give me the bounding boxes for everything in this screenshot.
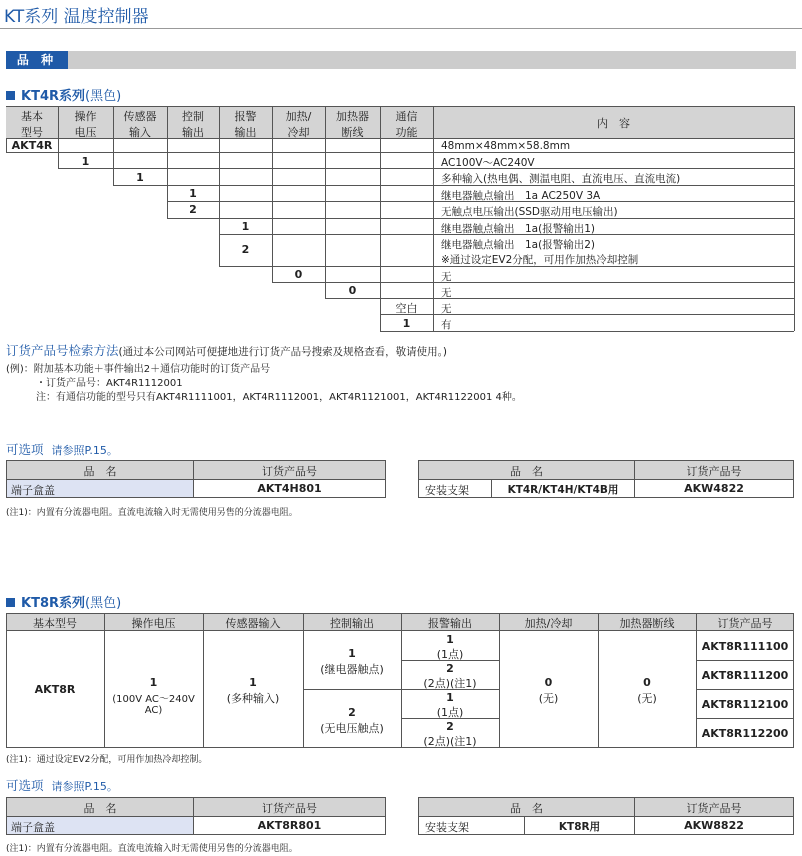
kt8r-series-title: KT8R系列(黑色): [6, 592, 121, 611]
kt4r-header-heatcool: 加热/ 冷却: [285, 110, 312, 139]
kt8r-control-desc-1: (继电器触点): [320, 663, 384, 676]
kt4r-header-break: 加热器 断线: [336, 110, 369, 139]
options1-right-table: [418, 460, 794, 498]
kt8r-order-code-2: AKT8R111200: [701, 669, 789, 682]
kt8r-header-heatcool: 加热/冷却: [524, 617, 573, 630]
kt8r-heat-code: 0: [544, 676, 553, 689]
kt4r-content-size: 48mm×48mm×58.8mm: [441, 140, 571, 152]
options2-right-table: [418, 797, 794, 835]
options2-left-name: 端子盒盖: [11, 821, 55, 834]
options2-left-code: AKT8R801: [257, 819, 322, 832]
kt8r-control-desc-2: (无电压触点): [320, 722, 384, 735]
options2-note: (注1)：内置有分流器电阻。直流电流输入时无需使用另售的分流器电阻。: [6, 844, 298, 854]
options1-right-code: AKW4822: [684, 482, 744, 495]
kt8r-order-code-4: AKT8R112200: [701, 727, 789, 740]
kt4r-header-alarm: 报警 输出: [234, 110, 257, 139]
kt8r-alarm-code-4: 2: [446, 720, 454, 733]
kt8r-header-break: 加热器断线: [619, 617, 675, 630]
kt4r-code-control-1: 1: [189, 187, 197, 200]
options1-right-sub: KT4R/KT4H/KT4B用: [507, 484, 619, 496]
options1-left-code: AKT4H801: [257, 482, 322, 495]
options2-right-name: 安装支架: [425, 821, 469, 834]
kt4r-model: AKT4R: [11, 139, 53, 152]
kt4r-content-alarm-1: 继电器触点输出 1a(报警输出1): [441, 223, 595, 235]
kt8r-voltage-desc: (100V AC～240V AC): [112, 694, 195, 716]
kt4r-header-comm: 通信 功能: [395, 110, 418, 139]
kt4r-header-model: 基本 型号: [21, 110, 43, 139]
options2-left-col-name: 品 名: [83, 802, 117, 815]
kt4r-content-control-2: 无触点电压输出(SSD驱动用电压输出): [441, 206, 618, 218]
options2-left-col-code: 订货产品号: [262, 802, 317, 815]
options1-left-col-code: 订货产品号: [262, 465, 317, 478]
kt4r-header-voltage: 操作 电压: [74, 110, 97, 139]
kt4r-content-control-1: 继电器触点输出 1a AC250V 3A: [441, 190, 601, 202]
kt8r-model: AKT8R: [34, 683, 76, 696]
kt8r-header-alarm: 报警输出: [428, 617, 472, 630]
kt4r-header-control: 控制 输出: [182, 110, 204, 139]
kt4r-header-sensor: 传感器 输入: [123, 110, 157, 139]
options1-heading: 可选项 请参照P.15。: [6, 442, 118, 457]
kt4r-code-comm-none: 空白: [395, 302, 418, 315]
kt4r-code-break: 0: [348, 284, 357, 297]
options1-note: (注1)：内置有分流器电阻。直流电流输入时无需使用另售的分流器电阻。: [6, 508, 298, 518]
kt8r-note: (注1)：通过设定EV2分配，可用作加热冷却控制。: [6, 755, 208, 765]
kt4r-code-comm-yes: 1: [402, 317, 411, 330]
kt4r-code-voltage: 1: [81, 155, 90, 168]
options1-left-table: [6, 460, 386, 498]
kt8r-order-code-3: AKT8R112100: [701, 698, 789, 711]
kt8r-alarm-desc-2: (2点)(注1): [423, 677, 477, 690]
options1-left-name: 端子盒盖: [11, 484, 55, 497]
section-label: 品 种: [6, 51, 68, 69]
kt4r-content-sensor: 多种输入(热电偶、测温电阻、直流电压、直流电流): [441, 173, 681, 185]
options1-right-col-name: 品 名: [510, 465, 543, 478]
kt8r-header-voltage: 操作电压: [131, 617, 176, 630]
options2-right-col-name: 品 名: [510, 802, 543, 815]
kt4r-code-alarm-2: 2: [241, 243, 250, 256]
kt4r-content-break: 无: [441, 287, 452, 299]
order-search-line1: (例)：附加基本功能＋事件输出2＋通信功能时的订货产品号: [6, 364, 271, 375]
kt4r-content-voltage: AC100V～AC240V: [441, 157, 535, 169]
kt8r-voltage-code: 1: [149, 676, 158, 689]
kt4r-content-alarm-note: ※通过设定EV2分配，可用作加热冷却控制: [441, 254, 639, 266]
kt4r-code-sensor: 1: [136, 171, 144, 184]
kt4r-grid: [0, 0, 802, 340]
kt4r-code-alarm-1: 1: [241, 220, 250, 233]
kt8r-header-model: 基本型号: [33, 617, 77, 630]
kt8r-heat-desc: (无): [538, 692, 559, 705]
kt8r-alarm-code-2: 2: [446, 662, 454, 675]
kt8r-alarm-desc-1: (1点): [436, 648, 464, 661]
kt4r-header-content: 内 容: [597, 117, 630, 130]
kt8r-header-sensor: 传感器输入: [225, 617, 281, 630]
kt8r-sensor-code: 1: [249, 676, 257, 689]
kt8r-break-desc: (无): [637, 692, 657, 705]
kt8r-table: [6, 613, 794, 748]
options2-heading: 可选项 请参照P.15。: [6, 778, 118, 793]
kt8r-alarm-desc-3: (1点): [436, 706, 464, 719]
kt8r-control-code-1: 1: [348, 647, 356, 660]
kt4r-code-heatcool: 0: [294, 268, 303, 281]
options2-right-col-code: 订货产品号: [686, 802, 742, 815]
options2-right-code: AKW8822: [684, 819, 744, 832]
order-search-line3: 注：有通信功能的型号只有AKT4R1111001，AKT4R1112001，AKT4R1121001，AKT4R1122001 4种。: [36, 392, 522, 403]
options1-left-col-name: 品 名: [83, 465, 117, 478]
kt4r-series-title: KT4R系列(黑色): [6, 85, 121, 104]
kt8r-break-code: 0: [643, 676, 651, 689]
order-search-line2: ・订货产品号：AKT4R1112001: [36, 378, 183, 389]
kt8r-control-code-2: 2: [348, 706, 356, 719]
kt8r-alarm-code-1: 1: [446, 633, 454, 646]
kt4r-content-alarm-2: 继电器触点输出 1a(报警输出2): [441, 239, 595, 251]
kt8r-alarm-code-3: 1: [446, 691, 454, 704]
kt4r-content-comm-yes: 有: [441, 319, 452, 331]
kt8r-order-code-1: AKT8R111100: [701, 640, 789, 653]
kt4r-content-comm-none: 无: [441, 303, 452, 315]
square-bullet-icon: [6, 598, 15, 607]
kt4r-content-heatcool: 无: [441, 271, 452, 283]
kt8r-alarm-desc-4: (2点)(注1): [423, 735, 477, 748]
kt8r-header-order: 订货产品号: [717, 617, 773, 630]
kt4r-code-control-2: 2: [189, 203, 197, 216]
kt8r-header-control: 控制输出: [330, 617, 374, 630]
page-title: KT系列 温度控制器: [4, 7, 149, 27]
options1-right-name: 安装支架: [425, 484, 469, 497]
kt8r-sensor-desc: (多种输入): [226, 692, 280, 705]
order-search-heading: 订货产品号检索方法(通过本公司网站可便捷地进行订货产品号搜索及规格查看，敬请使用。): [6, 343, 447, 358]
options1-right-col-code: 订货产品号: [686, 465, 742, 478]
options2-right-sub: KT8R用: [558, 821, 601, 833]
options2-left-table: [6, 797, 386, 835]
